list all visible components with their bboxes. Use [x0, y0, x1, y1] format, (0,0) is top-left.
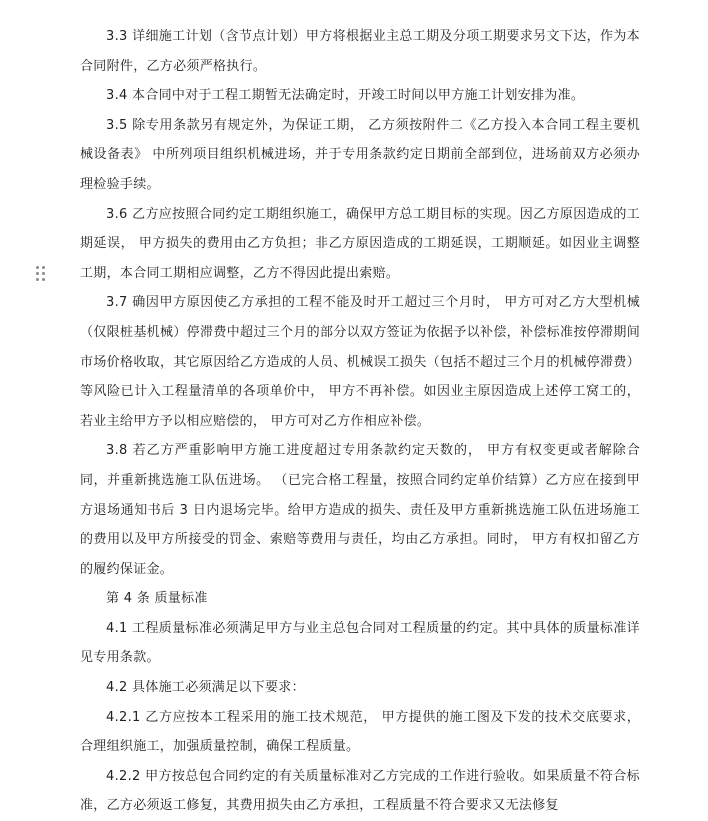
- paragraph-4-2-2: 4.2.2 甲方按总包合同约定的有关质量标准对乙方完成的工作进行验收。如果质量不符合标准，乙方必须返工修复，其费用损失由乙方承担，工程质量不符合要求又无法修复: [80, 768, 640, 814]
- paragraph-4-1: 4.1 工程质量标准必须满足甲方与业主总包合同对工程质量的约定。其中具体的质量标准详见专用条款。: [80, 620, 640, 666]
- paragraph-4-2-1: 4.2.1 乙方应按本工程采用的施工技术规范， 甲方提供的施工图及下发的技术交底要求，合理组织施工，加强质量控制，确保工程质量。: [80, 709, 640, 755]
- paragraph-3-3: 3.3 详细施工计划（含节点计划）甲方将根据业主总工期及分项工期要求另文下达，作为本合同附件，乙方必须严格执行。: [80, 29, 640, 74]
- paragraph-4-2: 4.2 具体施工必须满足以下要求：: [106, 680, 305, 696]
- section-heading-article-4: 第 4 条 质量标准: [106, 591, 208, 607]
- paragraph-3-7: 3.7 确因甲方原因使乙方承担的工程不能及时开工超过三个月时， 甲方可对乙方大型机械（仅限桩基机械）停滞费中超过三个月的部分以双方签证为依据予以补偿，补偿标准按停滞期间市场价格收取，其它原因给乙方造成的人员、机械误工损失（包括不超过三个月的机械停滞费）等风险已计入工程量清单的各项单价中， 甲方不再补偿。如因业主原因造成上述停工窝工的，若业主给甲方予以相应赔偿的， 甲方可对乙方作相应补偿。: [80, 295, 640, 429]
- paragraph-3-6: 3.6 乙方应按照合同约定工期组织施工，确保甲方总工期目标的实现。因乙方原因造成的工期延误， 甲方损失的费用由乙方负担；非乙方原因造成的工期延误，工期顺延。如因业主调整工期，本合同工期相应调整，乙方不得因此提出索赔。: [80, 206, 640, 281]
- block-drag-handle-icon[interactable]: [36, 266, 46, 282]
- paragraph-3-4: 3.4 本合同中对于工程工期暂无法确定时，开竣工时间以甲方施工计划安排为准。: [106, 88, 585, 104]
- paragraph-3-8: 3.8 若乙方严重影响甲方施工进度超过专用条款约定天数的， 甲方有权变更或者解除合同，并重新挑选施工队伍进场。 （已完合格工程量，按照合同约定单价结算）乙方应在接到甲方退场通知书后 3 日内退场完毕。给甲方造成的损失、责任及甲方重新挑选施工队伍进场施工的费用以及甲方所接受的罚金、索赔等费用与责任，均由乙方承担。同时， 甲方有权扣留乙方的履约保证金。: [80, 443, 640, 577]
- document-body[interactable]: [80, 22, 640, 821]
- paragraph-3-5: 3.5 除专用条款另有规定外，为保证工期， 乙方须按附件二《乙方投入本合同工程主要机械设备表》 中所列项目组织机械进场，并于专用条款约定日期前全部到位，进场前双方必须办理检验手续。: [80, 117, 640, 192]
